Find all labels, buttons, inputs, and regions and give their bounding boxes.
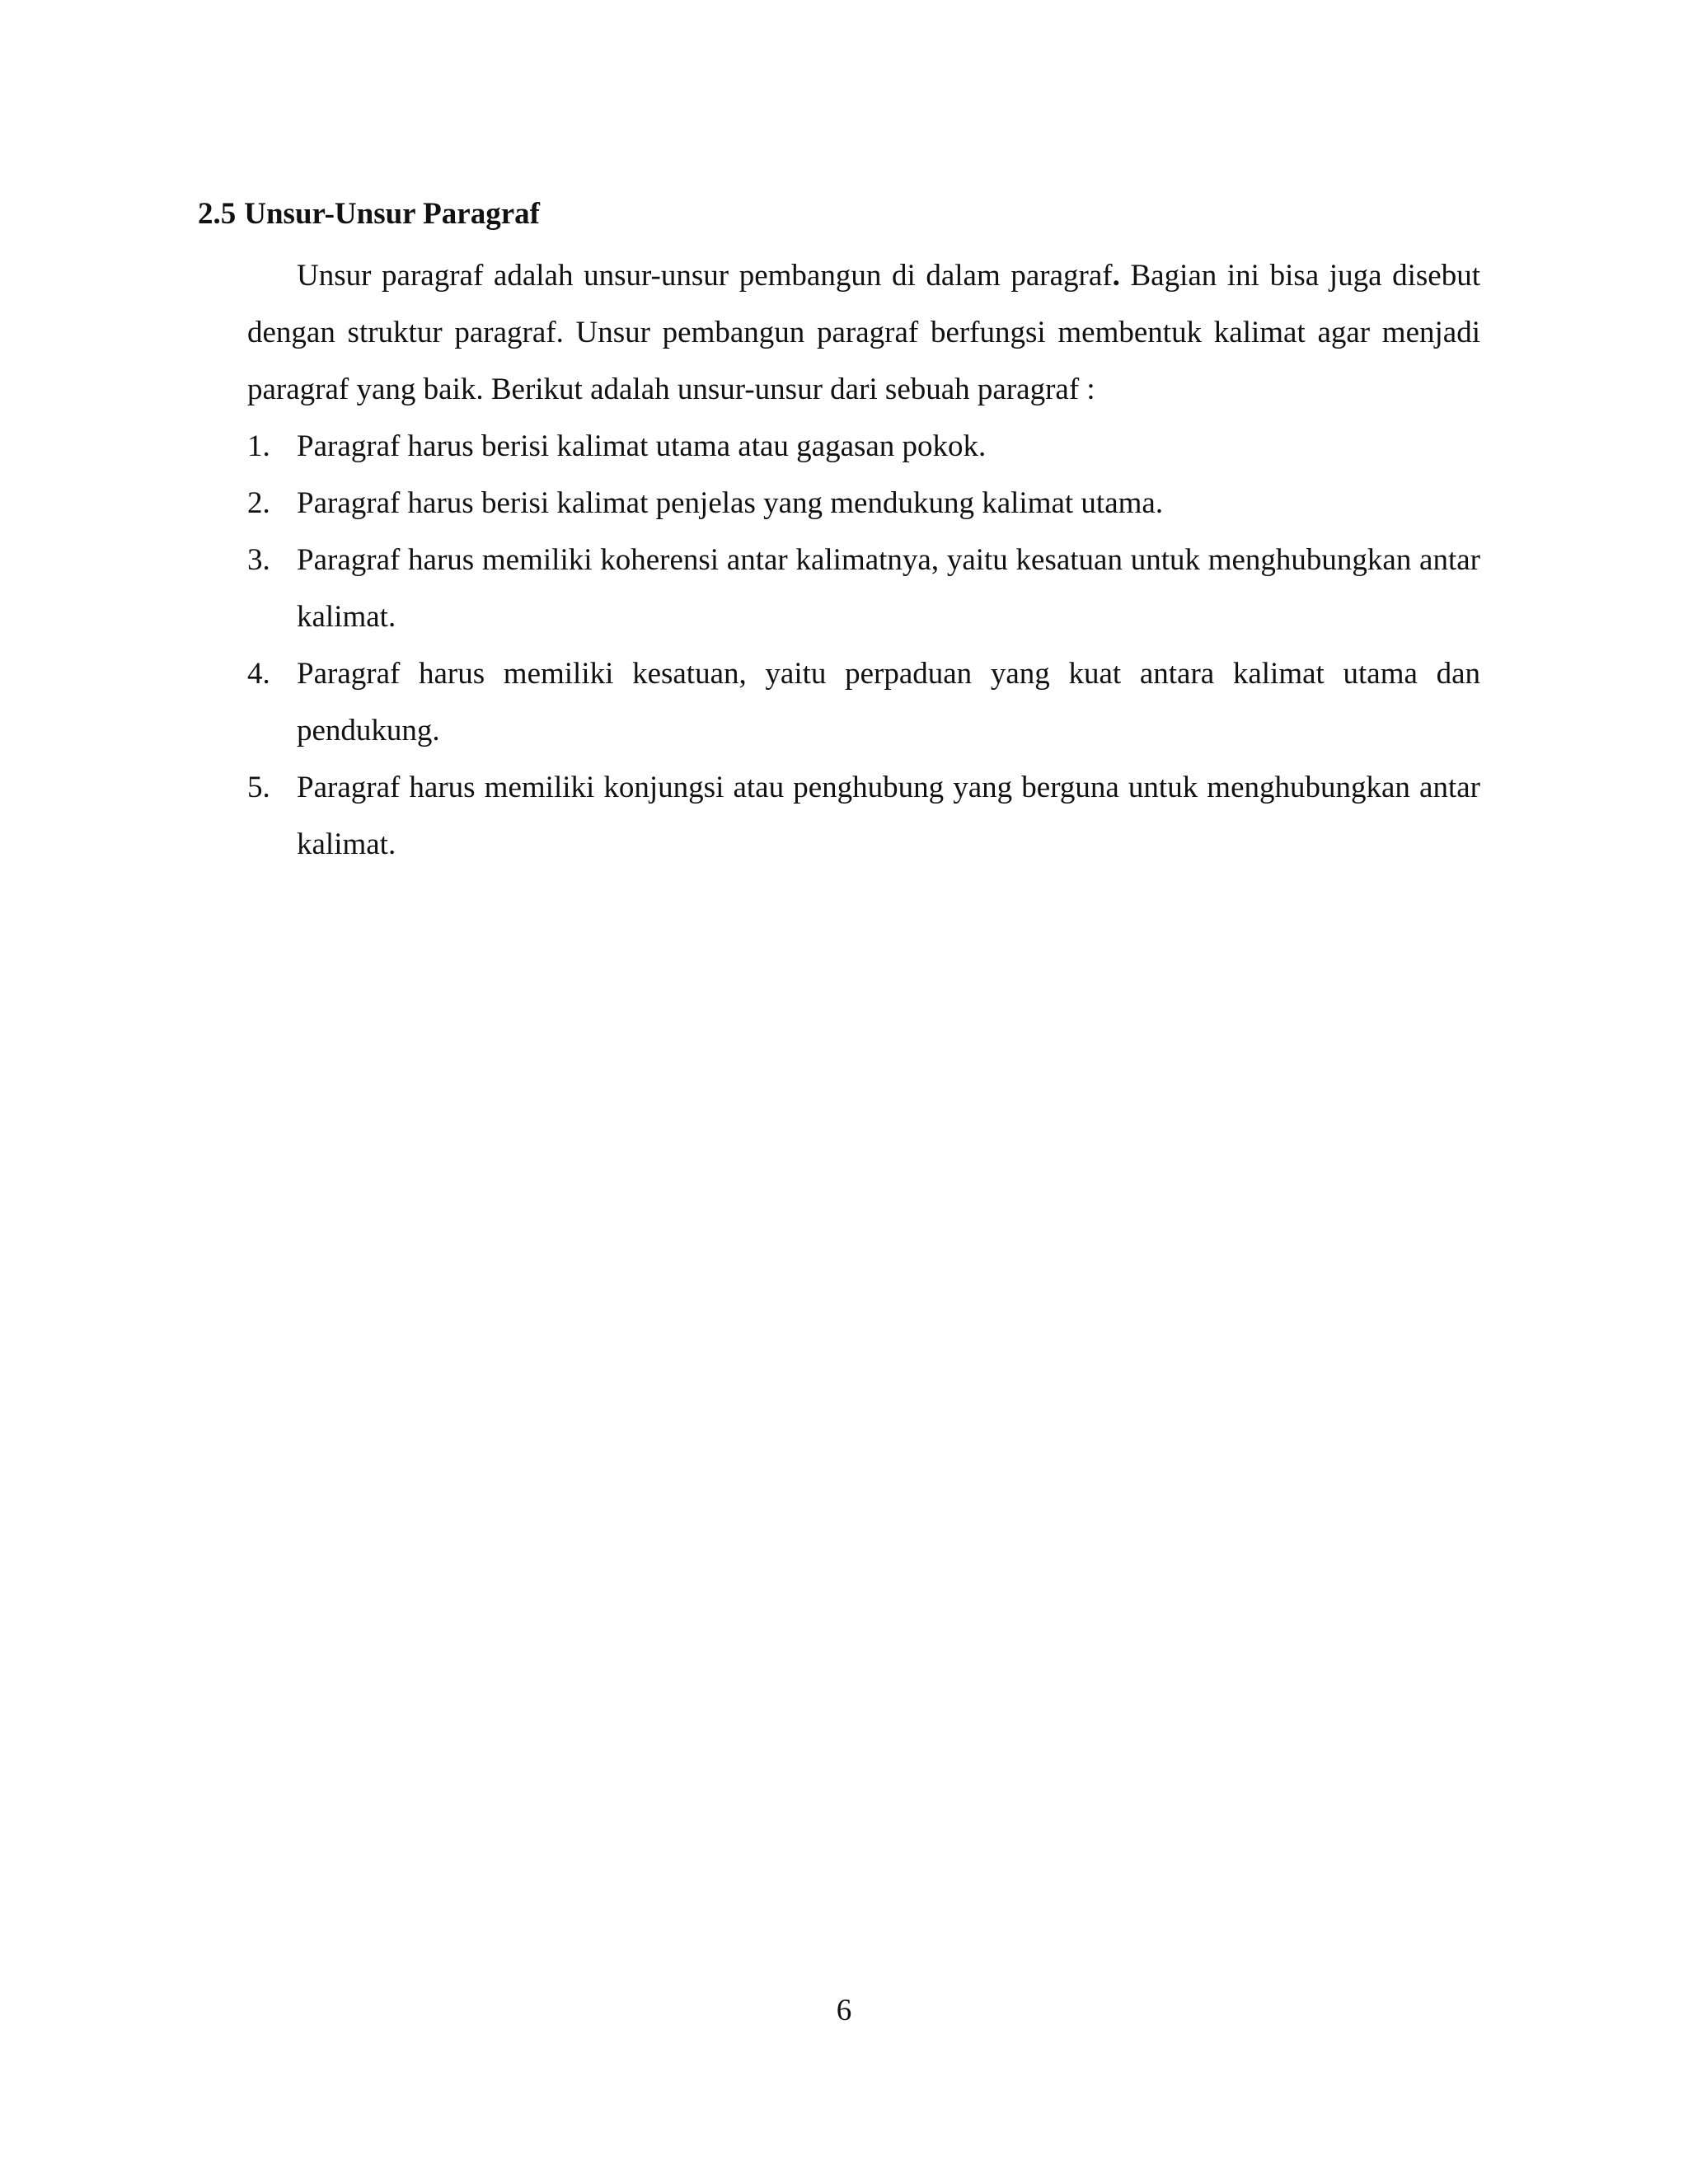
list-item-number: 1. [247,429,270,463]
list-item [247,532,1480,645]
section-content [247,247,1480,873]
section-title: Unsur-Unsur Paragraf [244,197,540,231]
list-item [247,418,1480,475]
list-item-text: Paragraf harus berisi kalimat penjelas yang mendukung kalimat utama. [297,486,1164,520]
list-item-text: Paragraf harus memiliki konjungsi atau penghubung yang berguna untuk menghubungkan antar kalimat. [297,771,1480,861]
list-item-number: 2. [247,486,270,520]
list-item [247,645,1480,759]
list-item-number: 4. [247,657,270,691]
list-item [247,759,1480,873]
list-item-number: 3. [247,543,270,577]
list-item-text: Paragraf harus berisi kalimat utama atau gagasan pokok. [297,429,987,463]
section-heading [198,196,540,232]
paragraph-elements-list [247,418,1480,873]
list-item-text: Paragraf harus memiliki koherensi antar kalimatnya, yaitu kesatuan untuk menghubungkan antar kalimat. [297,543,1480,634]
intro-text-part1: Unsur paragraf adalah unsur-unsur pembangun di dalam paragraf [297,259,1113,293]
intro-paragraph [247,247,1480,418]
intro-text-part2: Bagian ini bisa juga disebut dengan struktur paragraf. Unsur pembangun paragraf berfungsi membentuk kalimat agar menjadi paragraf yang baik. Berikut adalah unsur-unsur dari sebuah paragraf : [247,259,1480,406]
page-number: 6 [836,1994,852,2027]
list-item [247,475,1480,532]
list-item-text: Paragraf harus memiliki kesatuan, yaitu perpaduan yang kuat antara kalimat utama dan pendukung. [297,657,1480,748]
intro-bold-period: . [1112,259,1120,293]
list-item-number: 5. [247,771,270,804]
section-number: 2.5 [198,197,237,231]
